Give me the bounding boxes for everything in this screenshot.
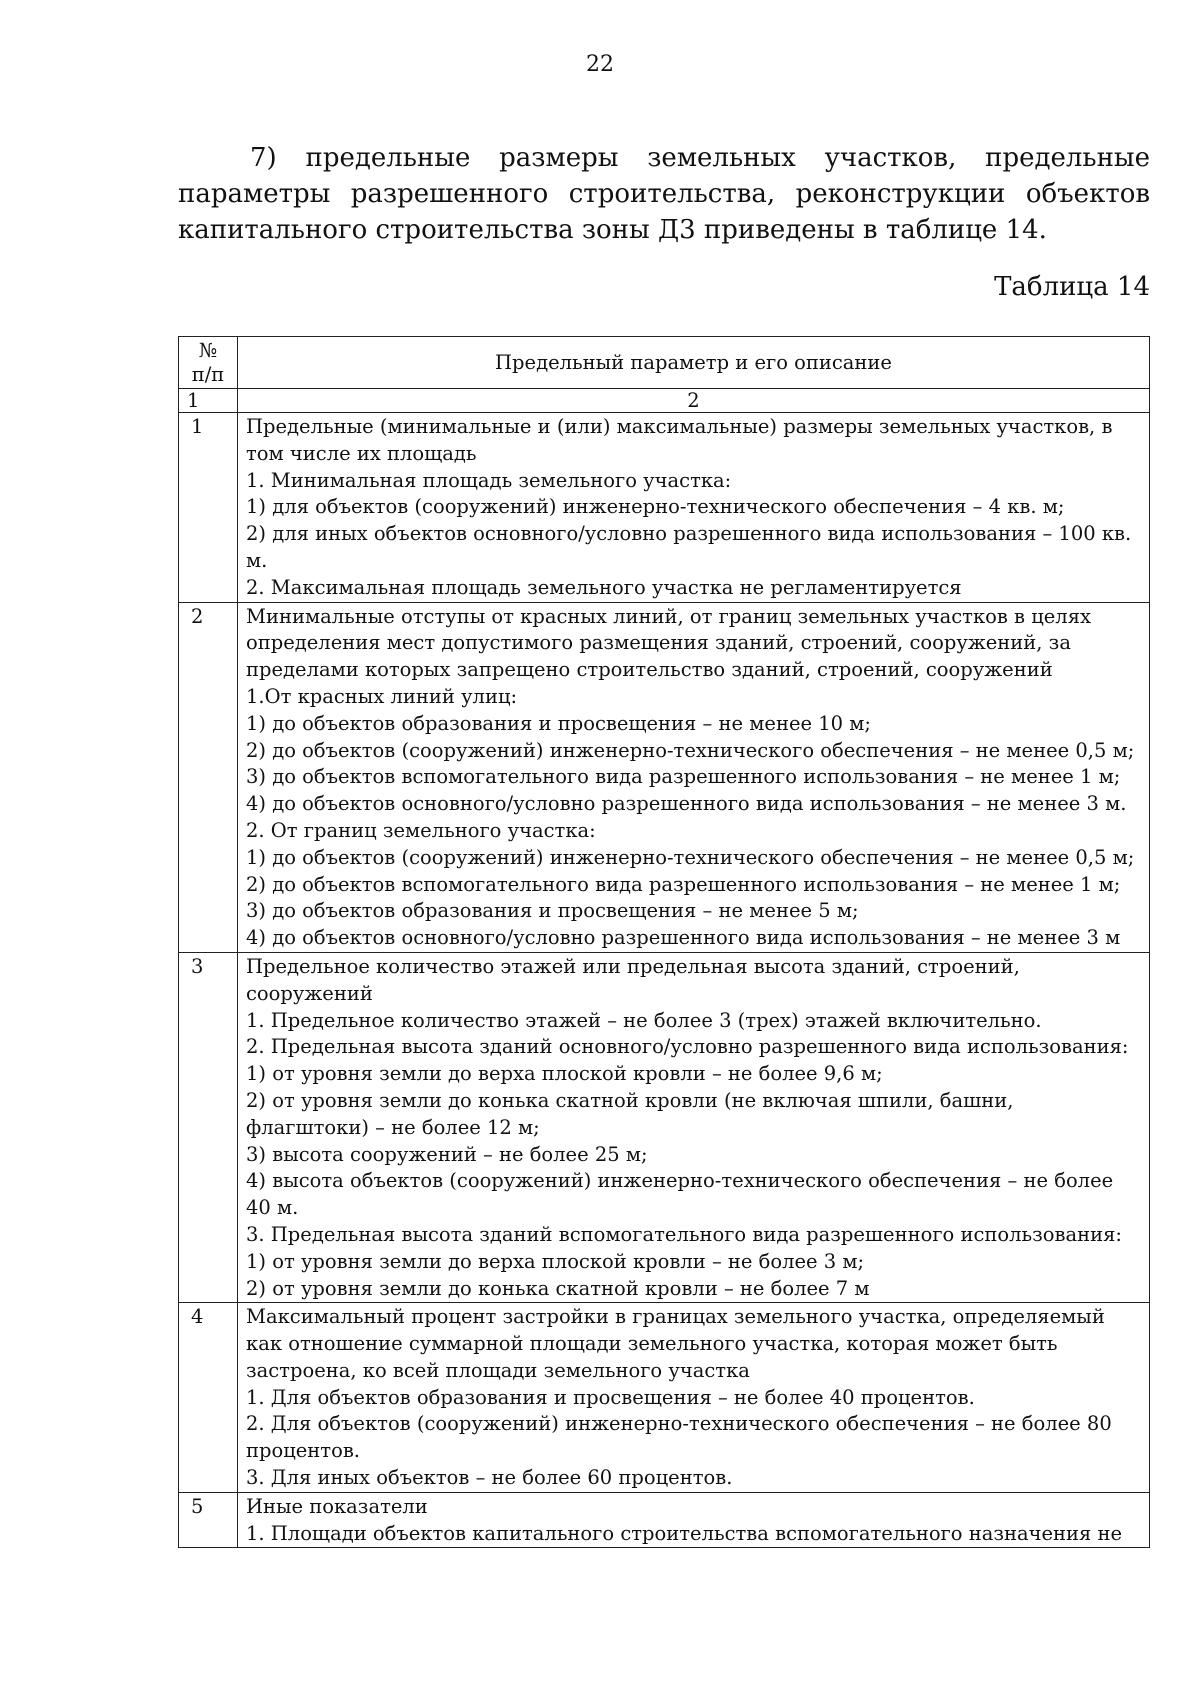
parameter-line: 1) от уровня земли до верха плоской кровли – не более 9,6 м; <box>246 1062 883 1086</box>
parameter-title: Минимальные отступы от красных линий, от границ земельных участков в целях определения мест допустимого размещения зданий, строений, сооружений, за пределами которых запрещено строительство зданий, строений, сооружений <box>246 604 1091 682</box>
parameter-line: 1. Предельное количество этажей – не более 3 (трех) этажей включительно. <box>246 1008 1042 1032</box>
parameter-line: 4) высота объектов (сооружений) инженерно-технического обеспечения – не более 40 м. <box>246 1169 1114 1220</box>
parameter-line: 1) для объектов (сооружений) инженерно-технического обеспечения – 4 кв. м; <box>246 495 1065 519</box>
parameter-line: 3. Предельная высота зданий вспомогательного вида разрешенного использования: <box>246 1222 1122 1246</box>
parameter-title: Предельные (минимальные и (или) максимальные) размеры земельных участков, в том числе их площадь <box>246 415 1113 465</box>
parameter-line: 1.От красных линий улиц: <box>246 684 518 708</box>
parameter-line: 2. Максимальная площадь земельного участка не регламентируется <box>246 575 962 599</box>
parameter-line: 3) до объектов образования и просвещения – не менее 5 м; <box>246 899 859 923</box>
parameter-line: 1. Минимальная площадь земельного участка: <box>246 468 732 492</box>
parameter-line: 2) для иных объектов основного/условно разрешенного вида использования – 100 кв. м. <box>246 522 1132 572</box>
page-number: 22 <box>586 52 614 77</box>
parameter-line: 4) до объектов основного/условно разрешенного вида использования – не менее 3 м. <box>246 792 1127 816</box>
row-number: 5 <box>179 1492 238 1548</box>
table-row <box>179 1492 1150 1548</box>
row-description <box>238 1303 1150 1493</box>
table-row <box>179 1303 1150 1493</box>
parameter-line: 1) от уровня земли до верха плоской кровли – не более 3 м; <box>246 1249 865 1273</box>
parameter-line: 2) от уровня земли до конька скатной кровли – не более 7 м <box>246 1276 870 1300</box>
table-row <box>179 413 1150 603</box>
parameter-line: 1. Для объектов образования и просвещения – не более 40 процентов. <box>246 1385 975 1409</box>
parameter-title: Максимальный процент застройки в границах земельного участка, определяемый как отношение суммарной площади земельного участка, которая может быть застроена, ко всей площади земельного участка <box>246 1305 1105 1382</box>
table-caption: Таблица 14 <box>994 272 1150 302</box>
table-body <box>179 413 1150 1548</box>
parameter-line: 3) до объектов вспомогательного вида разрешенного использования – не менее 1 м; <box>246 765 1121 789</box>
index-col-1: 1 <box>179 389 238 413</box>
parameter-title: Предельное количество этажей или предельная высота зданий, строений, сооружений <box>246 954 1020 1005</box>
parameter-line: 2) до объектов вспомогательного вида разрешенного использования – не менее 1 м; <box>246 872 1121 896</box>
row-number: 1 <box>179 413 238 603</box>
table-row <box>179 602 1150 952</box>
index-col-2: 2 <box>238 389 1150 413</box>
parameter-line: 2) от уровня земли до конька скатной кровли (не включая шпили, башни, флагштоки) – не более 12 м; <box>246 1088 1014 1139</box>
parameter-line: 1) до объектов образования и просвещения – не менее 10 м; <box>246 711 871 735</box>
header-num <box>179 337 238 389</box>
parameter-line: 1. Площади объектов капитального строительства вспомогательного назначения не <box>246 1521 1123 1545</box>
table-index-row <box>179 389 1150 413</box>
intro-text: 7) предельные размеры земельных участков, предельные параметры разрешенного строительства, реконструкции объектов капитального строительства зоны Д3 приведены в таблице 14. <box>178 143 1150 245</box>
table-header-row <box>179 337 1150 389</box>
intro-paragraph <box>178 140 1150 248</box>
row-number: 4 <box>179 1303 238 1493</box>
parameter-line: 3) высота сооружений – не более 25 м; <box>246 1142 648 1166</box>
row-number: 3 <box>179 952 238 1302</box>
parameter-line: 2. Предельная высота зданий основного/условно разрешенного вида использования: <box>246 1035 1129 1059</box>
row-description <box>238 952 1150 1302</box>
parameter-line: 2. Для объектов (сооружений) инженерно-технического обеспечения – не более 80 процентов. <box>246 1412 1112 1463</box>
header-description: Предельный параметр и его описание <box>238 337 1150 389</box>
parameter-line: 2. От границ земельного участка: <box>246 818 596 842</box>
row-description <box>238 602 1150 952</box>
parameter-line: 2) до объектов (сооружений) инженерно-технического обеспечения – не менее 0,5 м; <box>246 738 1135 762</box>
parameter-title: Иные показатели <box>246 1494 428 1518</box>
row-description <box>238 1492 1150 1548</box>
parameter-line: 4) до объектов основного/условно разрешенного вида использования – не менее 3 м <box>246 926 1121 950</box>
table-row <box>179 952 1150 1302</box>
header-num-line1: № <box>198 339 218 362</box>
parameter-line: 3. Для иных объектов – не более 60 процентов. <box>246 1466 733 1490</box>
row-number: 2 <box>179 602 238 952</box>
parameter-line: 1) до объектов (сооружений) инженерно-технического обеспечения – не менее 0,5 м; <box>246 845 1135 869</box>
row-description <box>238 413 1150 603</box>
header-num-line2: п/п <box>191 363 225 386</box>
parameters-table <box>178 336 1150 1548</box>
